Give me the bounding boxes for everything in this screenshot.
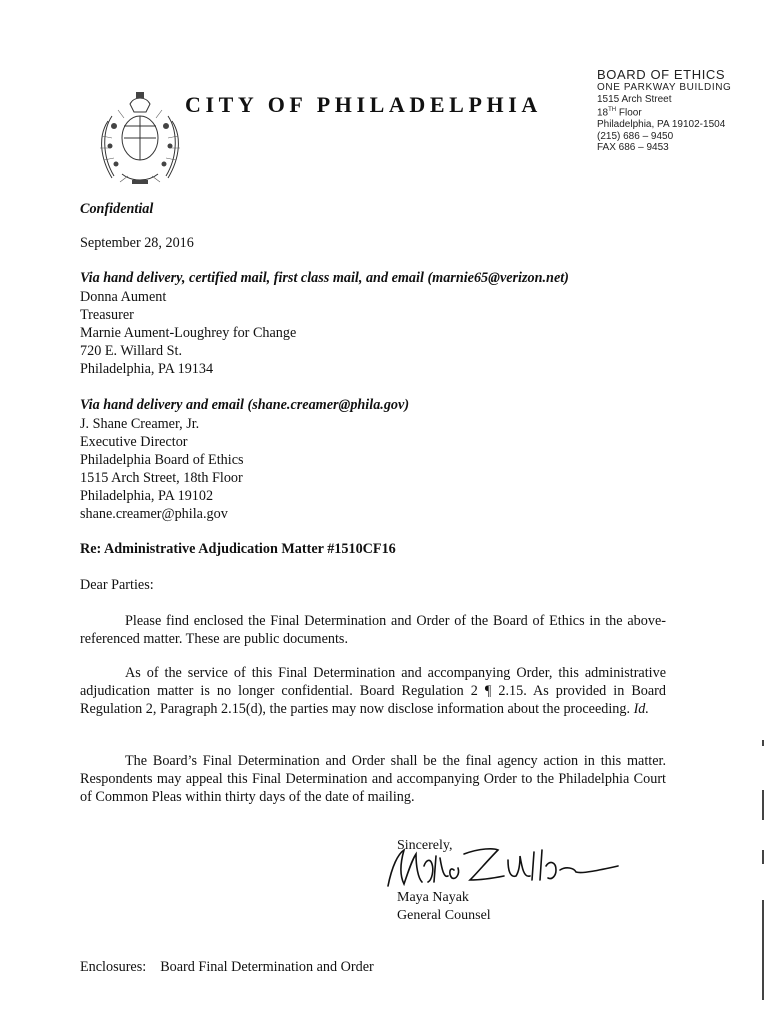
recipient2-line: Executive Director bbox=[80, 434, 188, 450]
subject-line: Re: Administrative Adjudication Matter #1510CF16 bbox=[80, 541, 396, 557]
signer-block bbox=[397, 889, 491, 925]
city-seal-icon bbox=[92, 86, 188, 190]
recipient2-line: 1515 Arch Street, 18th Floor bbox=[80, 470, 243, 486]
body-paragraph-2 bbox=[80, 664, 666, 718]
office-floor bbox=[597, 105, 731, 119]
closing: Sincerely, bbox=[397, 838, 453, 853]
signer-name: Maya Nayak bbox=[397, 890, 469, 905]
scan-mark bbox=[762, 850, 764, 864]
floor-number: 18 bbox=[597, 107, 609, 119]
recipient1-address bbox=[80, 288, 296, 378]
office-address-block bbox=[597, 67, 731, 154]
recipient2-address bbox=[80, 415, 244, 523]
recipient2-line: Philadelphia, PA 19102 bbox=[80, 488, 214, 504]
paragraph-2-citation: Id. bbox=[633, 701, 649, 717]
city-name-heading: CITY OF PHILADELPHIA bbox=[185, 92, 542, 117]
confidential-label: Confidential bbox=[80, 201, 154, 217]
recipient2-line: Philadelphia Board of Ethics bbox=[80, 452, 244, 468]
body-paragraph-3: The Board’s Final Determination and Order shall be the final agency action in this matter. Respondents may appeal this Final Determination and accompanying Order to the Philadelphia Court of Common Pleas within thirty days of the date of mailing. bbox=[80, 753, 666, 805]
scan-mark bbox=[762, 790, 764, 820]
recipient2-delivery-method: Via hand delivery and email (shane.creamer@phila.gov) bbox=[80, 397, 410, 413]
recipient1-line: Treasurer bbox=[80, 307, 134, 323]
scan-mark bbox=[762, 900, 764, 1000]
enclosures-value: Board Final Determination and Order bbox=[160, 959, 374, 975]
office-building: ONE PARKWAY BUILDING bbox=[597, 82, 732, 93]
floor-suffix: TH bbox=[608, 107, 617, 114]
office-street: 1515 Arch Street bbox=[597, 93, 672, 105]
floor-word: Floor bbox=[618, 107, 642, 119]
recipient1-delivery-method: Via hand delivery, certified mail, first class mail, and email (marnie65@verizon.net) bbox=[80, 270, 569, 286]
scan-mark bbox=[762, 740, 764, 746]
recipient1-line: 720 E. Willard St. bbox=[80, 343, 183, 359]
enclosures-label: Enclosures: bbox=[80, 959, 147, 975]
recipient1-line: Philadelphia, PA 19134 bbox=[80, 361, 214, 377]
recipient1-line: Marnie Aument-Loughrey for Change bbox=[80, 325, 297, 341]
recipient1-line: Donna Aument bbox=[80, 289, 167, 305]
handwritten-signature-icon bbox=[370, 836, 620, 896]
office-fax: FAX 686 – 9453 bbox=[597, 142, 669, 154]
body-paragraph-1: Please find enclosed the Final Determination and Order of the Board of Ethics in the above-referenced matter. These are public documents. bbox=[80, 613, 666, 647]
office-phone: (215) 686 – 9450 bbox=[597, 130, 674, 142]
office-city-state-zip: Philadelphia, PA 19102-1504 bbox=[597, 119, 726, 131]
paragraph-2-text: As of the service of this Final Determination and accompanying Order, this administrative adjudication matter is no longer confidential. Board Regulation 2 ¶ 2.15. As provided in Board Regulation 2, Paragraph 2.15(d), the parties may now disclose information about the proceeding. bbox=[80, 665, 666, 717]
recipient2-line: J. Shane Creamer, Jr. bbox=[80, 416, 200, 432]
letter-date: September 28, 2016 bbox=[80, 235, 194, 251]
office-name: BOARD OF ETHICS bbox=[597, 67, 726, 82]
enclosures-line bbox=[80, 959, 374, 976]
signer-title: General Counsel bbox=[397, 908, 491, 923]
salutation: Dear Parties: bbox=[80, 577, 154, 593]
recipient2-line: shane.creamer@phila.gov bbox=[80, 506, 228, 522]
